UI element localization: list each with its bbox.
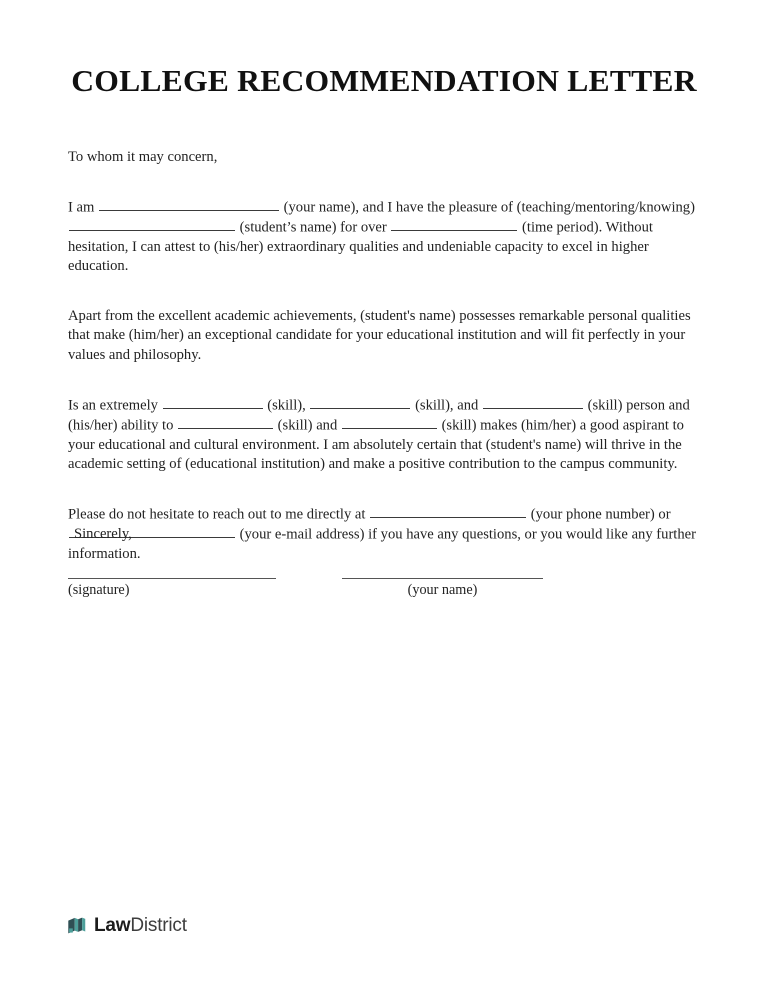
signature-label: (signature): [68, 582, 130, 598]
stacked-pages-icon: [66, 915, 88, 937]
p1-segment-1: I am: [68, 199, 98, 216]
your-name-field[interactable]: [342, 578, 543, 599]
letter-body: [68, 148, 698, 564]
p3-segment-2: (skill),: [263, 397, 310, 414]
lawdistrict-logo[interactable]: [66, 915, 187, 937]
p1-segment-4: (time period). Without hesitation, I can attest to (his/her) extraordinary qualities and undeniable capacity to excel in higher education.: [68, 219, 653, 275]
blank-student-name[interactable]: [69, 218, 235, 231]
blank-your-name[interactable]: [99, 198, 279, 211]
logo-district-text: District: [130, 915, 187, 936]
logo-law-text: Law: [94, 915, 131, 936]
p3-segment-4: (skill) person and (his/her) ability to: [68, 397, 690, 434]
p3-segment-3: (skill), and: [411, 397, 482, 414]
your-name-label: (your name): [407, 582, 478, 598]
paragraph-2: Apart from the excellent academic achievements, (student's name) possesses remarkable personal qualities that make (him/her) an exceptional candidate for your educational institution and will fit perfectly in your values and philosophy.: [68, 307, 691, 363]
blank-skill-3[interactable]: [483, 396, 583, 409]
p3-segment-1: Is an extremely: [68, 397, 162, 414]
page-title: COLLEGE RECOMMENDATION LETTER: [71, 63, 697, 98]
blank-skill-1[interactable]: [163, 396, 263, 409]
salutation: To whom it may concern,: [68, 149, 218, 165]
paragraph-3: [68, 396, 698, 475]
blank-skill-2[interactable]: [310, 396, 410, 409]
p3-segment-5: (skill) and: [274, 417, 341, 434]
signature-field[interactable]: [68, 578, 276, 599]
p4-segment-3: (your e-mail address) if you have any questions, or you would like any further information.: [68, 526, 696, 562]
blank-skill-4[interactable]: [178, 416, 273, 429]
paragraph-1: [68, 198, 698, 277]
p3-segment-6: (skill) makes (him/her) a good aspirant to your educational and cultural environment. I am absolutely certain that (student's name) will thrive in the academic setting of (educational institution) and make a positive contribution to the campus community.: [68, 417, 684, 473]
p1-segment-2: (your name), and I have the pleasure of (teaching/mentoring/knowing): [280, 199, 695, 216]
p4-segment-1: Please do not hesitate to reach out to me directly at: [68, 506, 370, 523]
p1-segment-3: (student’s name) for over: [236, 219, 391, 236]
p4-segment-2: (your phone number) or: [527, 506, 671, 523]
blank-phone-number[interactable]: [370, 505, 526, 518]
signature-block: [0, 578, 768, 618]
logo-wordmark: [94, 915, 187, 937]
blank-skill-5[interactable]: [342, 416, 437, 429]
blank-time-period[interactable]: [391, 218, 517, 231]
closing-text: Sincerely,: [74, 526, 132, 542]
paragraph-4: [68, 505, 698, 565]
